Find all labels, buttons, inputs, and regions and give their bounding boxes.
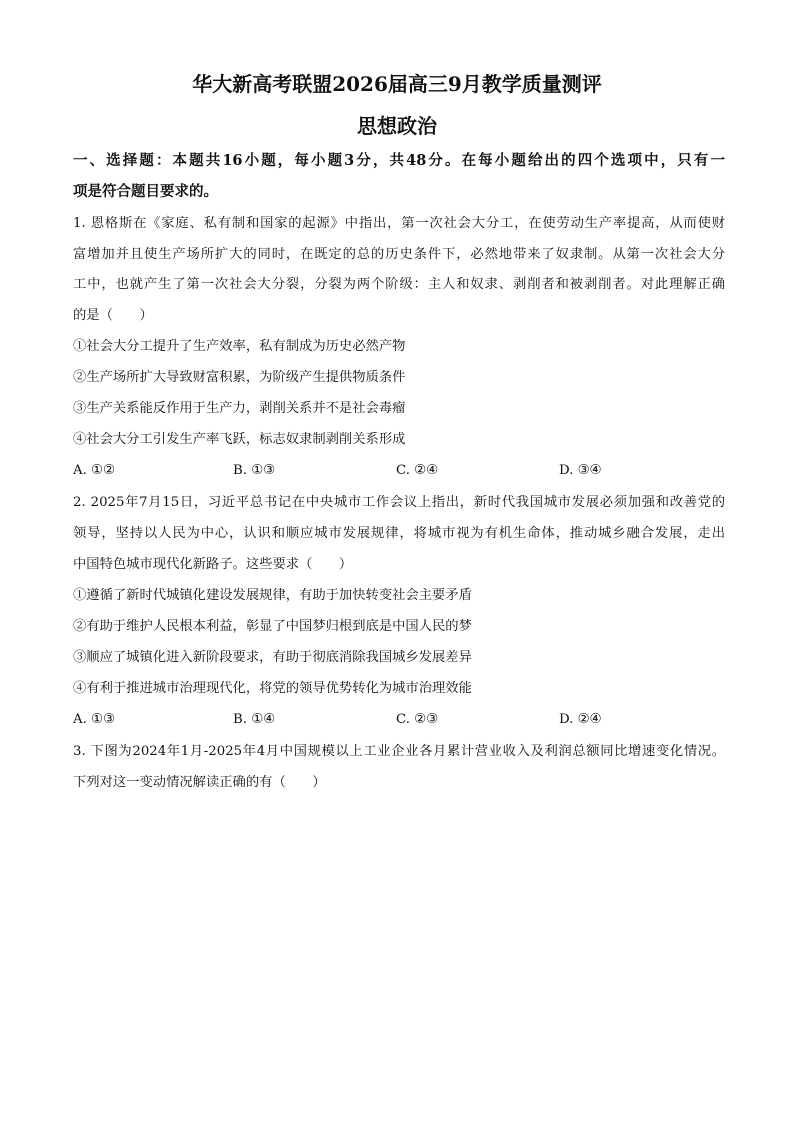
q2-options — [73, 710, 725, 730]
q2-stem-line: 中国特色城市现代化新路子。这些要求（ ） — [73, 557, 353, 572]
q1-statement: ③生产关系能反作用于生产力，剥削关系并不是社会毒瘤 — [73, 401, 406, 416]
section-heading-cont: 项是符合题目要求的。 — [73, 183, 218, 200]
q2-statement: ①遵循了新时代城镇化建设发展规律，有助于加快转变社会主要矛盾 — [73, 588, 472, 603]
q2-option-b[interactable]: B. ①④ — [233, 712, 276, 727]
q2-option-a[interactable]: A. ①③ — [73, 712, 115, 727]
q1-statement: ①社会大分工提升了生产效率，私有制成为历史必然产物 — [73, 339, 406, 354]
q2-stem-line: 2. 2025年7月15日，习近平总书记在中央城市工作会议上指出，新时代我国城市发展必须加强和改善党的 — [73, 495, 725, 510]
q2-statement: ④有利于推进城市治理现代化，将党的领导优势转化为城市治理效能 — [73, 681, 472, 696]
q1-statement: ④社会大分工引发生产率飞跃，标志奴隶制剥削关系形成 — [73, 432, 406, 447]
q1-stem-line: 的是（ ） — [73, 308, 153, 323]
subject-title: 思想政治 — [357, 114, 437, 138]
q1-options — [73, 461, 725, 481]
q2-statement: ③顺应了城镇化进入新阶段要求，有助于彻底消除我国城乡发展差异 — [73, 650, 472, 665]
q2-stem-line: 领导，坚持以人民为中心，认识和顺应城市发展规律，将城市视为有机生命体，推动城乡融合发展，走出 — [73, 526, 725, 541]
q1-option-a[interactable]: A. ①② — [73, 463, 115, 478]
q3-stem-line: 下列对这一变动情况解读正确的有（ ） — [73, 775, 326, 790]
q3-stem-line: 3. 下图为2024年1月-2025年4月中国规模以上工业企业各月累计营业收入及利润总额同比增速变化情况。 — [73, 744, 725, 759]
q2-statement: ②有助于维护人民根本利益，彰显了中国梦归根到底是中国人民的梦 — [73, 619, 472, 634]
q1-stem-line: 富增加并且使生产场所扩大的同时，在既定的总的历史条件下，必然地带来了奴隶制。从第一次社会大分 — [73, 247, 725, 262]
q1-option-b[interactable]: B. ①③ — [233, 463, 276, 478]
q2-option-d[interactable]: D. ②④ — [559, 712, 602, 727]
q1-stem-line: 1. 恩格斯在《家庭、私有制和国家的起源》中指出，第一次社会大分工，在使劳动生产率提高，从而使财 — [73, 216, 725, 231]
q1-option-c[interactable]: C. ②④ — [396, 463, 438, 478]
exam-title: 华大新高考联盟2026届高三9月教学质量测评 — [192, 72, 602, 96]
section-heading: 一、选择题：本题共16小题，每小题3分，共48分。在每小题给出的四个选项中，只有一 — [73, 152, 725, 169]
q1-stem-line: 工中，也就产生了第一次社会大分裂，分裂为两个阶级：主人和奴隶、剥削者和被剥削者。对此理解正确 — [73, 277, 725, 292]
q1-statement: ②生产场所扩大导致财富积累，为阶级产生提供物质条件 — [73, 370, 406, 385]
q2-option-c[interactable]: C. ②③ — [396, 712, 438, 727]
q1-option-d[interactable]: D. ③④ — [559, 463, 602, 478]
